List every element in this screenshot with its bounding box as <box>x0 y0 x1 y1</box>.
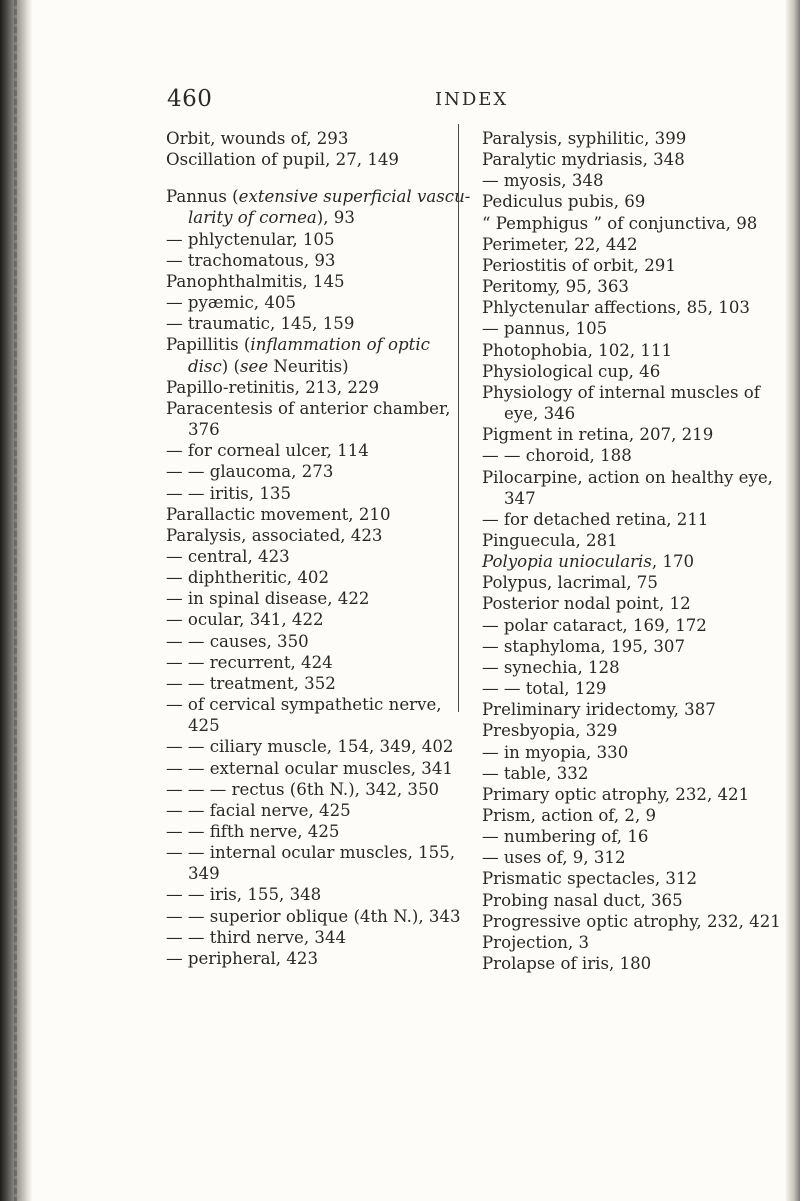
index-entry: Pigment in retina, 207, 219 <box>482 425 714 445</box>
index-subentry: — — — rectus (6th N.), 342, 350 <box>166 779 440 799</box>
index-subentry: — of cervical sympathetic nerve, <box>166 695 442 715</box>
index-entry: Physiology of internal muscles of <box>482 382 760 402</box>
index-entry-continuation: disc) (see Neuritis) <box>188 356 349 376</box>
index-entry: Orbit, wounds of, 293 <box>166 129 349 148</box>
index-subentry: — numbering of, 16 <box>482 827 649 847</box>
index-subentry: — traumatic, 145, 159 <box>166 314 355 334</box>
index-entry: Prismatic spectacles, 312 <box>482 869 698 889</box>
index-subentry: — uses of, 9, 312 <box>482 848 626 868</box>
index-subentry: — synechia, 128 <box>482 657 620 677</box>
index-subentry: — — total, 129 <box>482 679 607 699</box>
index-subentry: — for corneal ulcer, 114 <box>166 441 369 461</box>
index-entry: Pinguecula, 281 <box>482 530 618 550</box>
index-subentry: — phlyctenular, 105 <box>166 229 335 249</box>
index-entry: Papillo-retinitis, 213, 229 <box>166 377 380 397</box>
index-subentry: — — superior oblique (4th N.), 343 <box>166 906 461 926</box>
page-number: 460 <box>167 86 213 112</box>
index-subentry: — — third nerve, 344 <box>166 927 347 947</box>
index-entry: Paralysis, syphilitic, 399 <box>482 129 687 148</box>
index-column-left <box>166 128 471 969</box>
index-subentry: — for detached retina, 211 <box>482 509 709 529</box>
index-entry: Periostitis of orbit, 291 <box>482 255 676 275</box>
index-subentry: — pyæmic, 405 <box>166 293 297 313</box>
index-entry: Posterior nodal point, 12 <box>482 594 691 614</box>
index-subentry: — ocular, 341, 422 <box>166 610 324 630</box>
index-subentry: — pannus, 105 <box>482 319 608 339</box>
index-entry: Parallactic movement, 210 <box>166 504 391 524</box>
column-divider <box>458 124 459 712</box>
index-entry: Pilocarpine, action on healthy eye, <box>482 467 773 487</box>
index-entry: Polypus, lacrimal, 75 <box>482 573 658 593</box>
index-entry: Peritomy, 95, 363 <box>482 277 629 297</box>
index-subentry: — — treatment, 352 <box>166 673 336 693</box>
index-entry-continuation: 376 <box>188 420 220 440</box>
index-subentry: — polar cataract, 169, 172 <box>482 615 707 635</box>
index-subentry: — trachomatous, 93 <box>166 250 336 270</box>
index-entry: Projection, 3 <box>482 932 590 952</box>
book-spine-shadow <box>0 0 32 1201</box>
index-entry: Pannus (extensive superficial vascu- <box>166 187 471 207</box>
index-subentry: — — glaucoma, 273 <box>166 462 334 482</box>
index-entry: Pediculus pubis, 69 <box>482 192 646 212</box>
index-entry: “ Pemphigus ” of conjunctiva, 98 <box>482 213 758 233</box>
index-entry: Paralytic mydriasis, 348 <box>482 150 685 170</box>
index-entry-continuation: larity of cornea), 93 <box>188 208 355 228</box>
index-entry: Oscillation of pupil, 27, 149 <box>166 150 399 170</box>
index-entry: Polyopia uniocularis, 170 <box>482 552 695 572</box>
index-entry: Primary optic atrophy, 232, 421 <box>482 784 750 804</box>
index-subentry: — — facial nerve, 425 <box>166 800 351 820</box>
index-subentry: — — internal ocular muscles, 155, <box>166 843 456 863</box>
index-entry-continuation: 347 <box>504 488 536 508</box>
page-edge-shadow <box>786 0 800 1201</box>
index-entry: Paracentesis of anterior chamber, <box>166 398 451 418</box>
index-subentry: — diphtheritic, 402 <box>166 568 330 588</box>
index-entry: Panophthalmitis, 145 <box>166 271 345 291</box>
index-subentry: — — iritis, 135 <box>166 483 291 503</box>
index-entry: Presbyopia, 329 <box>482 721 618 741</box>
index-subentry: — — recurrent, 424 <box>166 652 333 672</box>
index-entry: Perimeter, 22, 442 <box>482 234 638 254</box>
index-entry: Phlyctenular affections, 85, 103 <box>482 298 750 318</box>
index-entry: Preliminary iridectomy, 387 <box>482 700 716 720</box>
index-entry: Paralysis, associated, 423 <box>166 525 383 545</box>
index-subentry: — table, 332 <box>482 763 589 783</box>
index-subentry: — staphyloma, 195, 307 <box>482 636 685 656</box>
index-entry: Papillitis (inflammation of optic <box>166 335 430 355</box>
running-head: INDEX <box>435 89 509 110</box>
index-subentry: — in myopia, 330 <box>482 742 629 762</box>
index-entry: Photophobia, 102, 111 <box>482 340 673 360</box>
index-entry-continuation: eye, 346 <box>504 404 576 424</box>
index-entry: Progressive optic atrophy, 232, 421 <box>482 911 781 931</box>
index-subentry: — — choroid, 188 <box>482 446 632 466</box>
index-column-right <box>482 128 781 974</box>
index-entry-continuation: 349 <box>188 864 220 884</box>
index-subentry: — in spinal disease, 422 <box>166 589 370 609</box>
index-entry: Prism, action of, 2, 9 <box>482 806 657 825</box>
index-subentry: — myosis, 348 <box>482 171 604 191</box>
index-subentry: — — fifth nerve, 425 <box>166 822 340 841</box>
index-subentry: — central, 423 <box>166 546 290 566</box>
index-subentry: — — ciliary muscle, 154, 349, 402 <box>166 737 454 757</box>
index-subentry: — — external ocular muscles, 341 <box>166 758 453 778</box>
index-subentry: — — causes, 350 <box>166 631 309 651</box>
index-entry-continuation: 425 <box>188 716 220 736</box>
index-entry: Prolapse of iris, 180 <box>482 954 652 974</box>
index-entry: Probing nasal duct, 365 <box>482 890 683 910</box>
index-subentry: — — iris, 155, 348 <box>166 885 322 905</box>
index-entry: Physiological cup, 46 <box>482 361 661 381</box>
index-subentry: — peripheral, 423 <box>166 948 319 968</box>
